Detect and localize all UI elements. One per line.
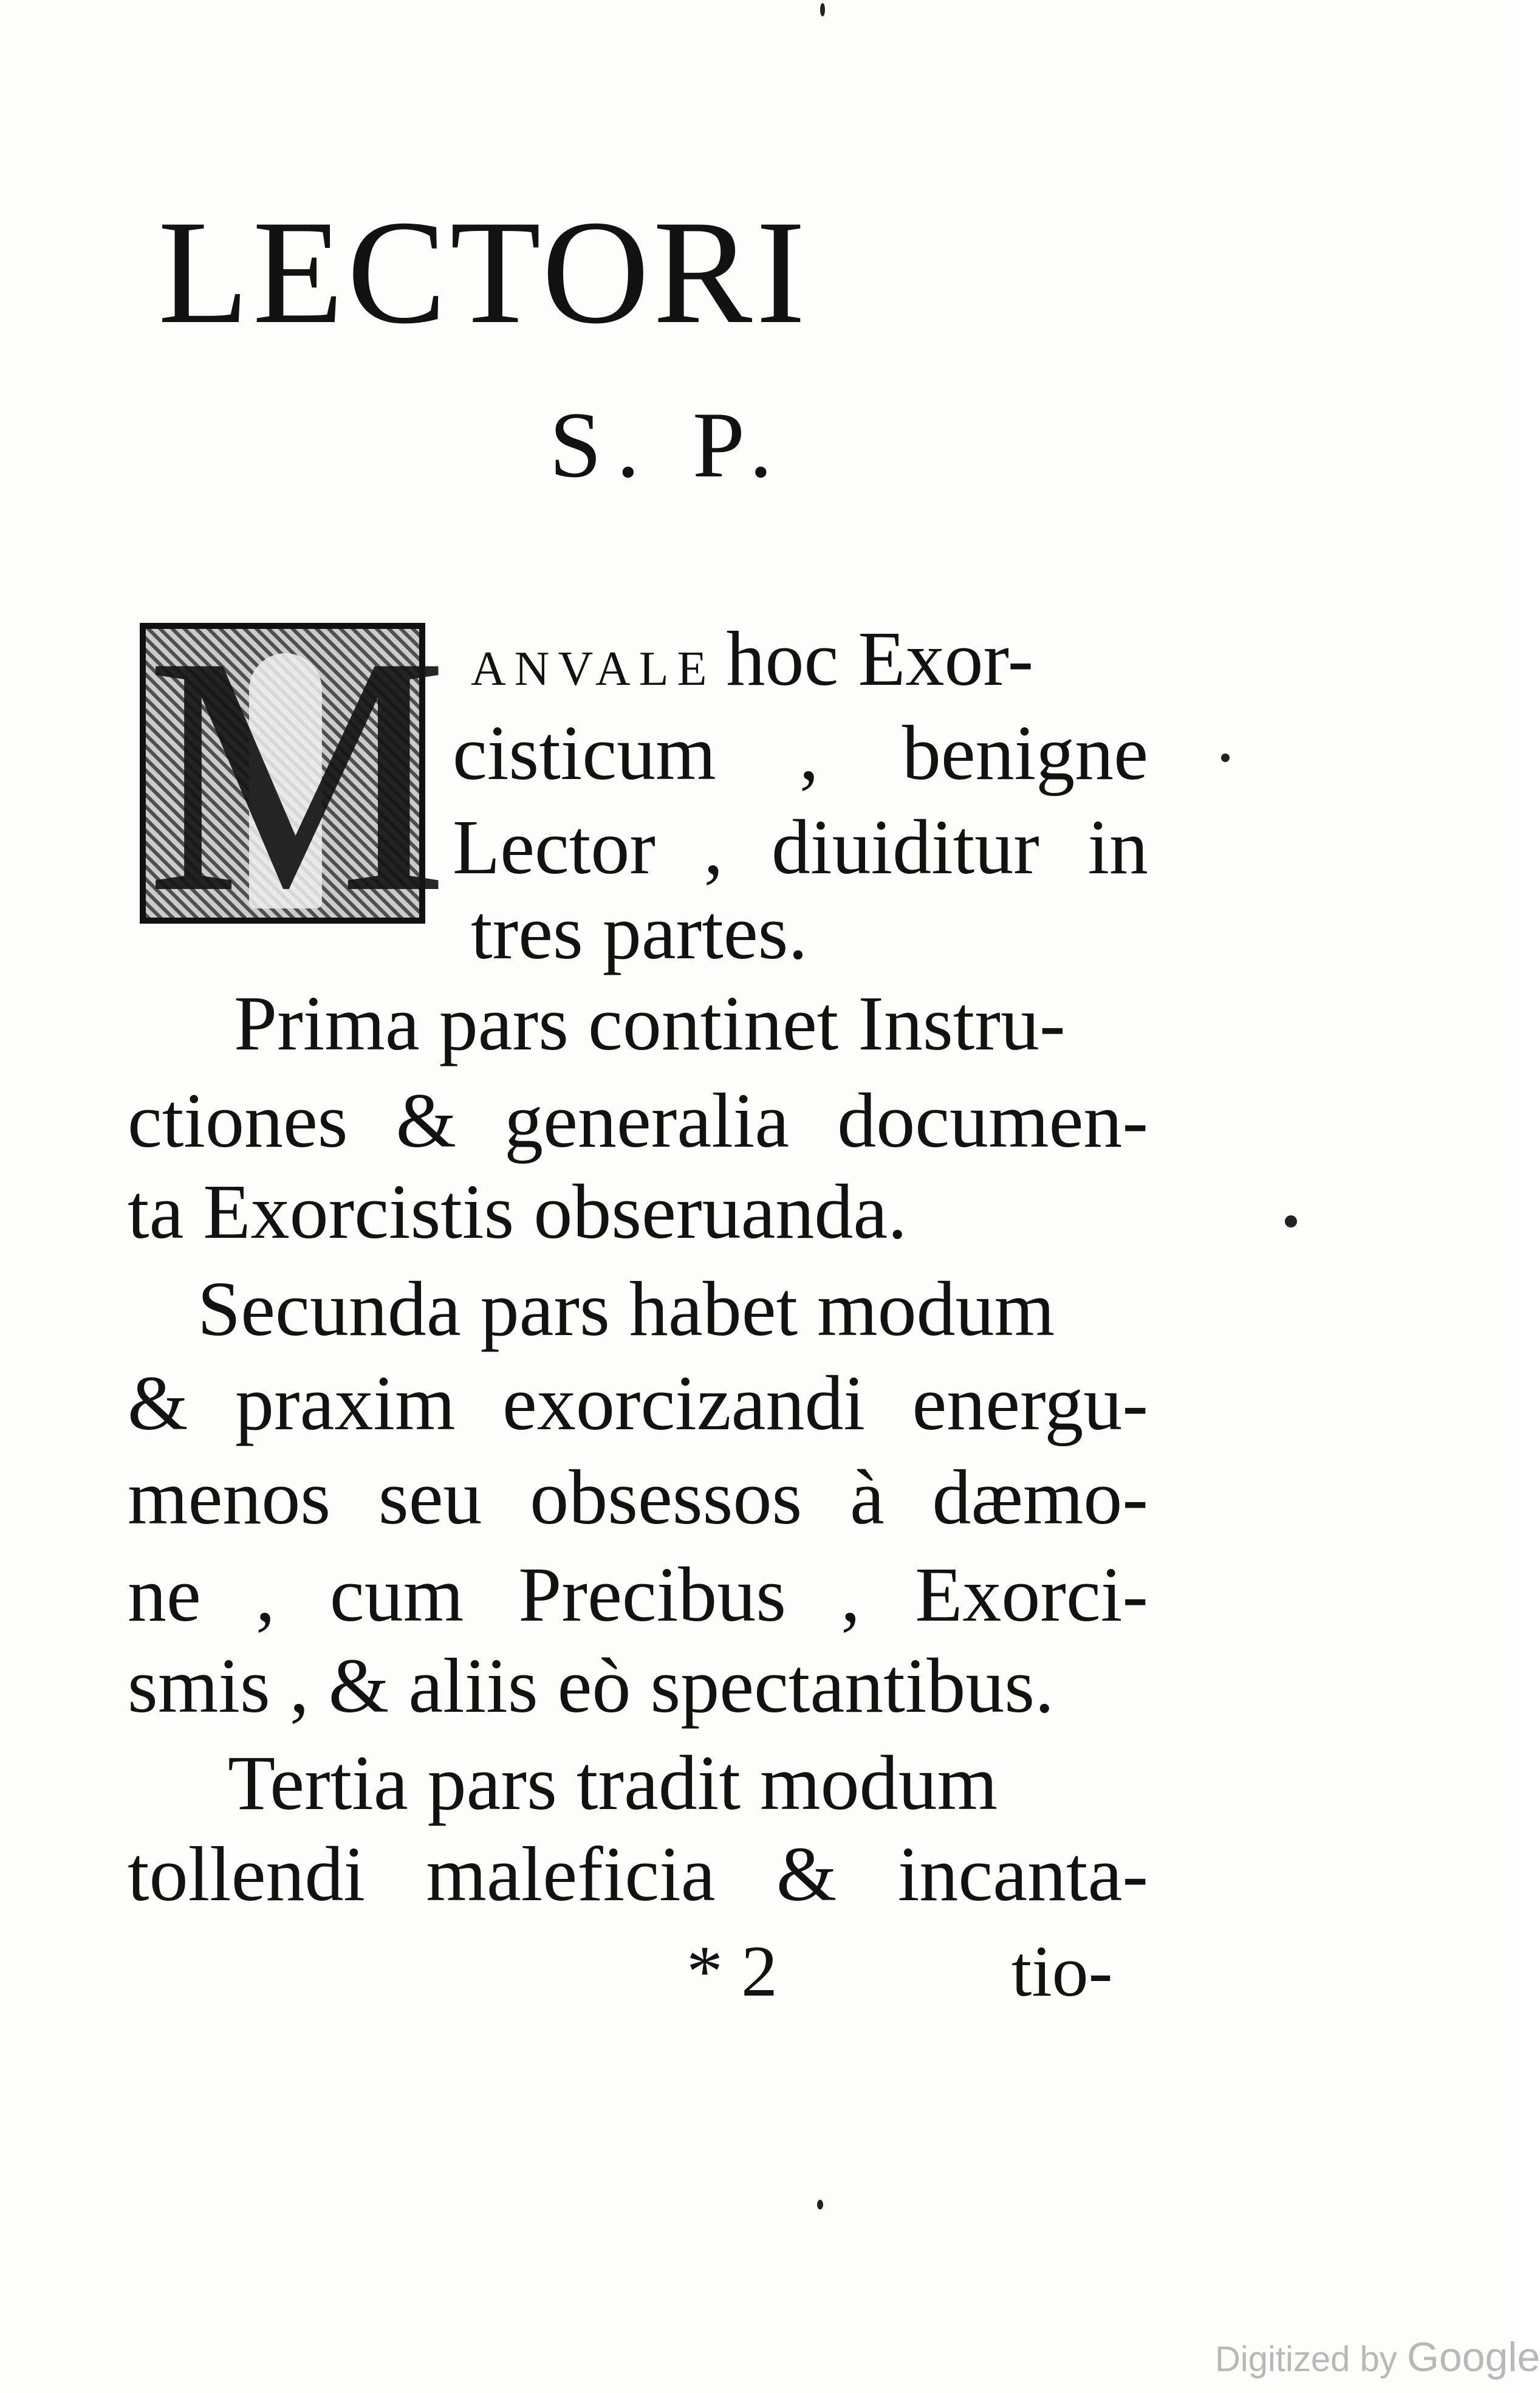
google-logo: Google — [1406, 2334, 1540, 2380]
decorated-initial — [140, 586, 448, 963]
salutation: S. P. — [549, 393, 787, 497]
text-line: & praxim exorcizandi energu- — [128, 1360, 1148, 1446]
signature-mark: * 2 — [686, 1931, 778, 2011]
text-line: Lector , diuiditur in — [453, 804, 1148, 890]
text-line: tollendi maleficia & incanta- — [128, 1831, 1148, 1917]
text-line: Secunda pars habet modum — [197, 1266, 1055, 1352]
text-line: cisticum , benigne — [453, 710, 1148, 796]
ink-speck — [1221, 754, 1230, 762]
digitized-by-watermark — [1215, 2333, 1540, 2381]
text-line: Tertia pars tradit modum — [228, 1740, 998, 1826]
text-line: Prima pars continet Instru- — [234, 980, 1066, 1066]
first-line-rest: hoc Exor- — [726, 616, 1034, 702]
first-line — [471, 616, 1148, 702]
ink-speck — [1285, 1215, 1297, 1227]
text-line: ne , cum Precibus , Exorci- — [128, 1551, 1148, 1638]
text-line: menos seu obsessos à dæmo- — [128, 1454, 1148, 1540]
initial-letter: M — [146, 586, 448, 963]
page-title: LECTORI — [158, 190, 809, 354]
text-line: ta Exorcistis obseruanda. — [128, 1169, 908, 1255]
text-line: ctiones & generalia documen- — [128, 1077, 1148, 1164]
digitized-by-text: Digitized by — [1215, 2340, 1397, 2379]
ink-speck — [817, 2200, 823, 2209]
first-line-smallcaps: ANVALE — [471, 642, 716, 696]
text-line: smis , & aliis eò spectantibus. — [128, 1643, 1055, 1729]
text-line: tres partes. — [471, 889, 808, 975]
ink-speck — [820, 3, 825, 16]
catchword: tio- — [1011, 1931, 1113, 2011]
